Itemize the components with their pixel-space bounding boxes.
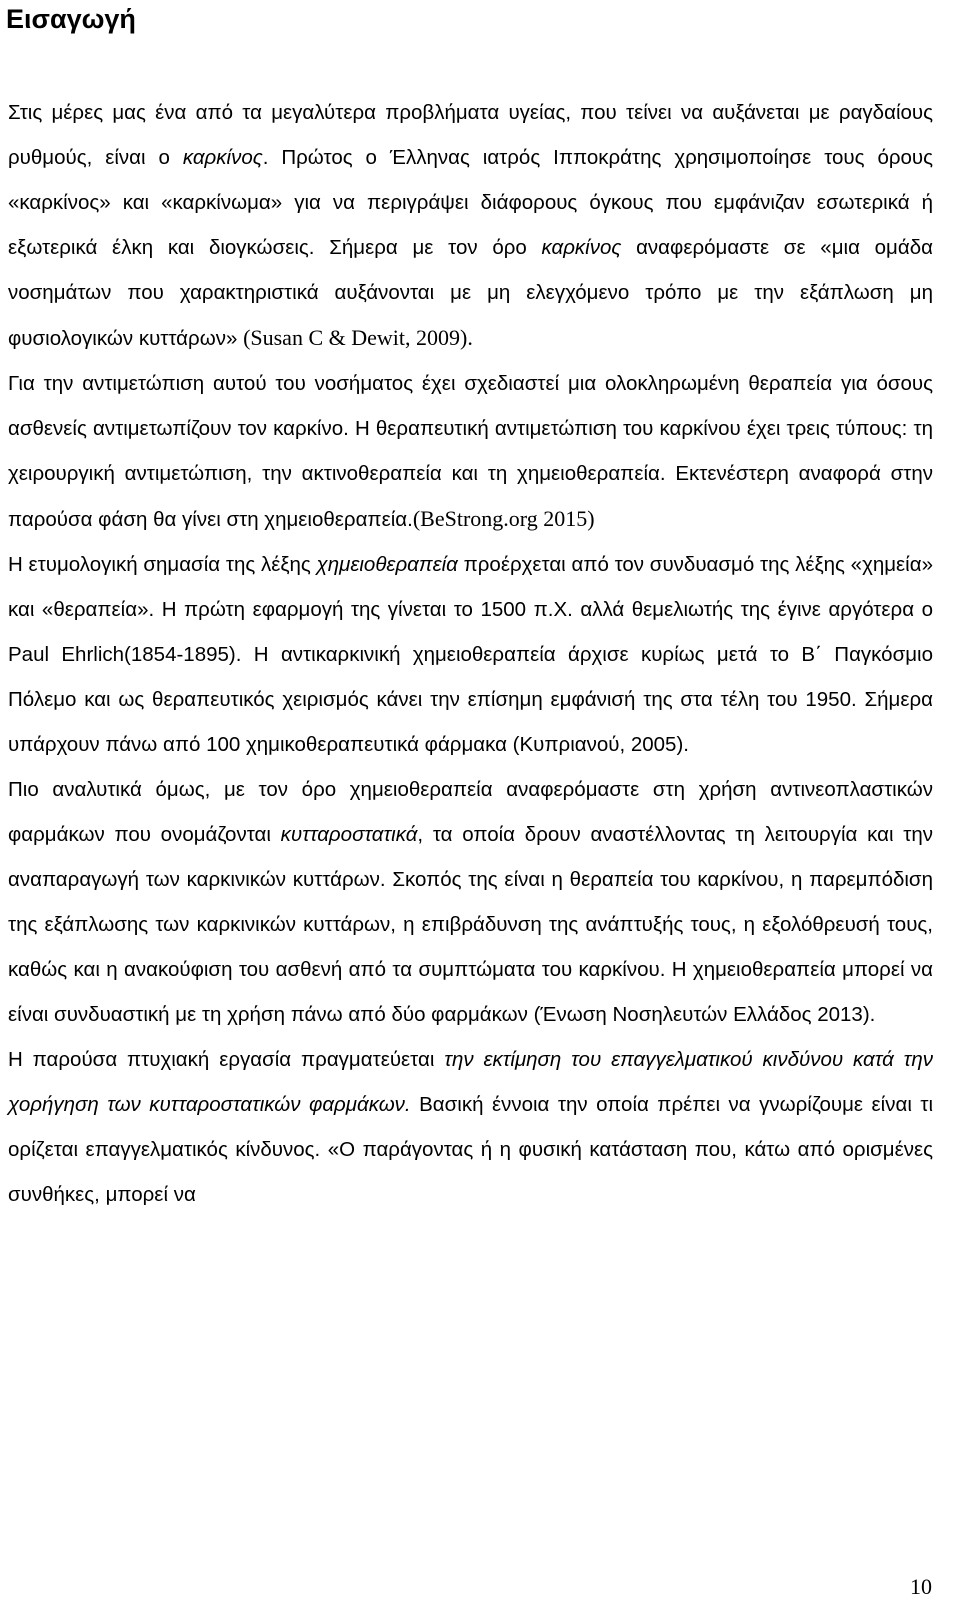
paragraph-1 [8, 90, 933, 361]
paragraph-5-text: Βασική έννοια την οποία πρέπει να γνωρίζουμε είναι τι ορίζεται επαγγελματικός κίνδυνος. «Ο παράγοντας ή η φυσική κατάσταση που, κάτω από ορισμένες συνθήκες, μπορεί να [8, 1093, 933, 1206]
page-number: 10 [910, 1574, 932, 1599]
citation: (BeStrong.org 2015) [412, 506, 595, 531]
paragraph-3 [8, 542, 933, 767]
paragraph-1-text: . Πρώτος ο Έλληνας ιατρός Ιπποκράτης χρησιμοποίησε τους όρους «καρκίνος» και «καρκίνωμα» για να περιγράψει διάφορους όγκους που εμφάνιζαν εσωτερικά ή εξωτερικά έλκη και διογκώσεις. Σήμερα με τον όρο [8, 146, 934, 259]
paragraph-4-text: Πιο αναλυτικά όμως, με τον όρο χημειοθεραπεία αναφερόμαστε στη χρήση αντινεοπλαστικών φαρμάκων που ονομάζονται [8, 778, 933, 846]
paragraph-4-text: , τα οποία δρουν αναστέλλοντας τη λειτουργία και την αναπαραγωγή των καρκινικών κυττάρων. Σκοπός της είναι η θεραπεία του καρκίνου, η παρεμπόδιση της εξάπλωσης των καρκινικών κυττάρων, η επιβράδυνση της ανάπτυξής τους, η εξολόθρευσή τους, καθώς και η ανακούφιση του ασθενή από τα συμπτώματα του καρκίνου. Η χημειοθεραπεία μπορεί να είναι συνδυαστική με τη χρήση πάνω από δύο φαρμάκων (Ένωση Νοσηλευτών Ελλάδος 2013). [8, 823, 933, 1026]
paragraph-5 [8, 1037, 933, 1217]
paragraph-1-text: αναφερόμαστε σε «μια ομάδα νοσημάτων που χαρακτηριστικά αυξάνονται με μη ελεγχόμενο τρόπο με την εξάπλωση μη φυσιολογικών κυττάρων» [8, 236, 933, 350]
paragraph-3-text: Η ετυμολογική σημασία της λέξης [8, 553, 317, 576]
paragraph-1-text: Στις μέρες μας ένα από τα μεγαλύτερα προβλήματα υγείας, που τείνει να αυξάνεται με ραγδαίους ρυθμούς, είναι ο [8, 101, 933, 169]
paragraph-2-text: Για την αντιμετώπιση αυτού του νοσήματος έχει σχεδιαστεί μια ολοκληρωμένη θεραπεία για όσους ασθενείς αντιμετωπίζουν τον καρκίνο. Η θεραπευτική αντιμετώπιση του καρκίνου έχει τρεις τύπους: τη χειρουργική αντιμετώπιση, την ακτινοθεραπεία και τη χημειοθεραπεία. Εκτενέστερη αναφορά στην παρούσα φάση θα γίνει στη χημειοθεραπεία. [8, 372, 933, 531]
body-text [8, 90, 933, 1217]
paragraph-5-text: Η παρούσα πτυχιακή εργασία πραγματεύεται [8, 1048, 445, 1071]
paragraph-3-text: προέρχεται από τον συνδυασμό της λέξης «χημεία» και «θεραπεία». Η πρώτη εφαρμογή της γίνεται το 1500 π.Χ. αλλά θεμελιωτής της έγινε αργότερα ο Paul Ehrlich(1854-1895). Η αντικαρκινική χημειοθεραπεία άρχισε κυρίως μετά το Β΄ Παγκόσμιο Πόλεμο και ως θεραπευτικός χειρισμός κάνει την επίσημη εμφάνισή της στα τέλη του 1950. Σήμερα υπάρχουν πάνω από 100 χημικοθεραπευτικά φάρμακα (Κυπριανού, 2005). [8, 553, 933, 756]
section-heading: Εισαγωγή [6, 4, 136, 34]
paragraph-4 [8, 767, 933, 1037]
citation: (Susan C & Dewit, 2009). [243, 325, 473, 350]
italic-term-cytostatics: κυτταροστατικά [280, 823, 418, 846]
italic-thesis-topic: την εκτίμηση του επαγγελματικού κινδύνου κατά την χορήγηση των κυτταροστατικών φαρμάκων. [8, 1048, 933, 1116]
italic-term-cancer: καρκίνος [541, 236, 622, 259]
paragraph-2 [8, 361, 933, 542]
italic-term-chemotherapy: χημειοθεραπεία [316, 553, 458, 576]
italic-term-cancer: καρκίνος [182, 146, 263, 169]
